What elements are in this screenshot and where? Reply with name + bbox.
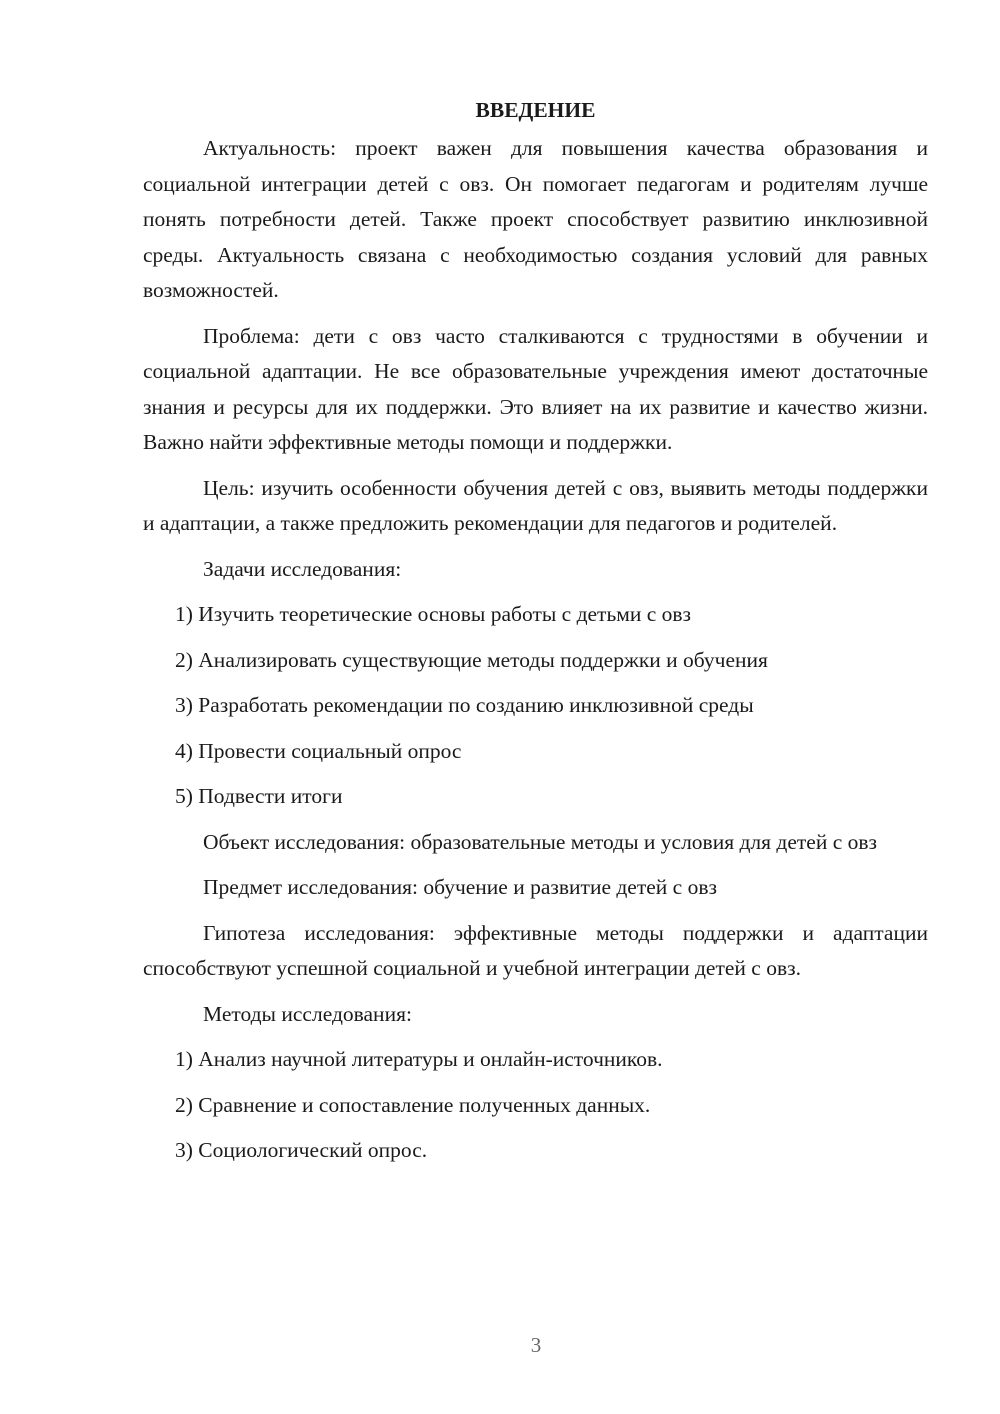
method-item: 1) Анализ научной литературы и онлайн-источников.	[175, 1047, 663, 1071]
hypothesis-paragraph: Гипотеза исследования: эффективные методы поддержки и адаптации способствуют успешной социальной и учебной интеграции детей с овз.	[143, 920, 928, 980]
task-item: 5) Подвести итоги	[175, 784, 343, 808]
task-item: 3) Разработать рекомендации по созданию инклюзивной среды	[175, 693, 754, 717]
methods-label: Методы исследования:	[203, 1001, 412, 1026]
method-item: 2) Сравнение и сопоставление полученных данных.	[175, 1092, 651, 1117]
task-item: 4) Провести социальный опрос	[175, 738, 462, 763]
goal-paragraph: Цель: изучить особенности обучения детей с овз, выявить методы поддержки и адаптации, а также предложить рекомендации для педагогов и родителей.	[143, 475, 928, 535]
page-number: 3	[530, 1333, 542, 1357]
relevance-paragraph: Актуальность: проект важен для повышения качества образования и социальной интеграции детей с овз. Он помогает педагогам и родителям лучше понять потребности детей. Также проект способствует развитию инклюзивной среды. Актуальность связана с необходимостью создания условий для равных возможностей.	[143, 136, 928, 302]
task-item: 2) Анализировать существующие методы поддержки и обучения	[175, 647, 768, 672]
object-paragraph: Объект исследования: образовательные методы и условия для детей с овз	[203, 829, 878, 854]
method-item: 3) Социологический опрос.	[175, 1138, 428, 1162]
problem-paragraph: Проблема: дети с овз часто сталкиваются с трудностями в обучении и социальной адаптации. Не все образовательные учреждения имеют достаточные знания и ресурсы для их поддержки. Это влияет на их развитие и качество жизни. Важно найти эффективные методы помощи и поддержки.	[143, 323, 928, 454]
task-item: 1) Изучить теоретические основы работы с детьми с овз	[175, 602, 692, 626]
subject-paragraph: Предмет исследования: обучение и развитие детей с овз	[203, 875, 717, 899]
document-page	[143, 92, 928, 1179]
section-heading: ВВЕДЕНИЕ	[475, 98, 596, 122]
tasks-label: Задачи исследования:	[203, 556, 402, 581]
